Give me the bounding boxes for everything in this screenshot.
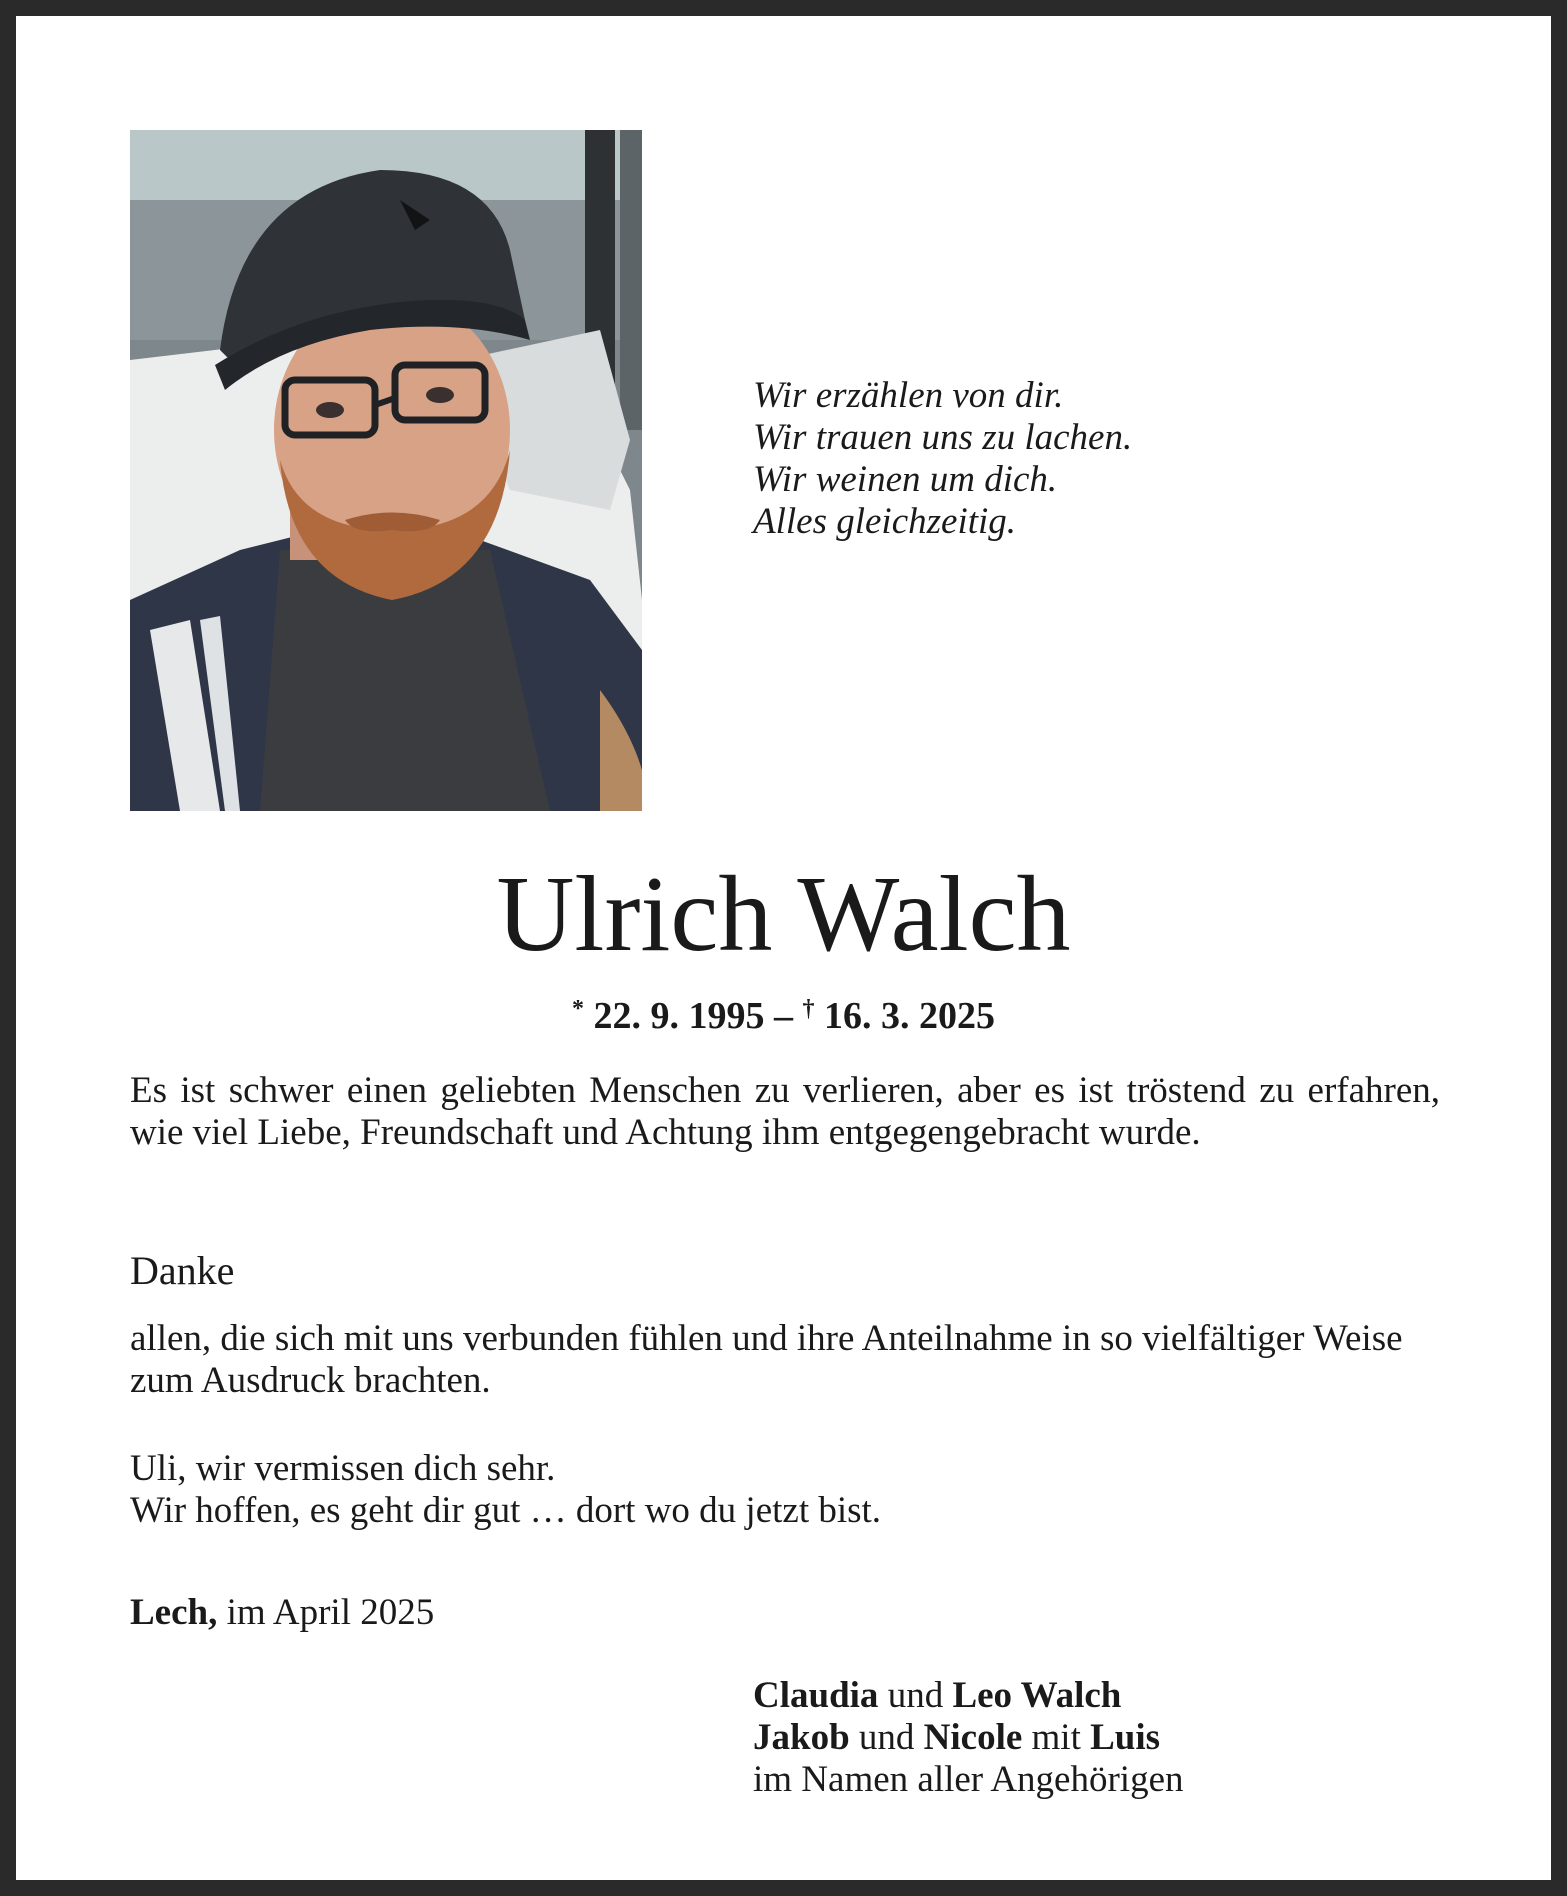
signer-name: Luis	[1090, 1717, 1161, 1758]
signer-name: Jakob	[753, 1717, 850, 1758]
signature-line	[753, 1675, 1184, 1717]
message-line: Uli, wir vermissen dich sehr.	[130, 1448, 556, 1489]
date-dash: –	[774, 995, 793, 1037]
message-line: Wir hoffen, es geht dir gut … dort wo du jetzt bist.	[130, 1490, 882, 1531]
poem-line: Wir weinen um dich.	[753, 459, 1058, 500]
memorial-poem	[753, 375, 1132, 543]
poem-line: Wir erzählen von dir.	[753, 375, 1064, 416]
signature-conjunction: mit	[1031, 1717, 1081, 1758]
place-date	[130, 1592, 1440, 1634]
portrait-photo	[130, 130, 642, 811]
portrait-photo-icon	[130, 130, 642, 811]
deceased-name: Ulrich Walch	[496, 855, 1071, 974]
place-month: im April 2025	[226, 1592, 435, 1633]
signer-name: Claudia	[753, 1675, 879, 1716]
personal-message	[130, 1448, 1440, 1532]
thanks-paragraph: allen, die sich mit uns verbunden fühlen und ihre Anteilnahme in so vielfältiger Weise zum Ausdruck brachten.	[130, 1318, 1403, 1401]
signature-conjunction: und	[858, 1717, 915, 1758]
birth-date: 22. 9. 1995	[593, 995, 765, 1037]
signature-closing: im Namen aller Angehörigen	[753, 1759, 1184, 1800]
place-town: Lech,	[130, 1592, 218, 1633]
poem-line: Alles gleichzeitig.	[753, 501, 1017, 542]
death-symbol: †	[802, 996, 815, 1022]
birth-symbol: *	[572, 996, 584, 1022]
life-dates	[0, 985, 1567, 1040]
signature-conjunction: und	[887, 1675, 944, 1716]
signature-line	[753, 1717, 1184, 1759]
danke-heading: Danke	[130, 1248, 235, 1293]
poem-line: Wir trauen uns zu lachen.	[753, 417, 1133, 458]
signer-name: Nicole	[923, 1717, 1023, 1758]
signature-block	[753, 1675, 1184, 1801]
death-date: 16. 3. 2025	[824, 995, 995, 1037]
signer-name: Leo Walch	[952, 1675, 1122, 1716]
intro-paragraph: Es ist schwer einen geliebten Menschen zu verlieren, aber es ist tröstend zu erfahren, wie viel Liebe, Freundschaft und Achtung ihm entgegengebracht wurde.	[130, 1070, 1440, 1153]
